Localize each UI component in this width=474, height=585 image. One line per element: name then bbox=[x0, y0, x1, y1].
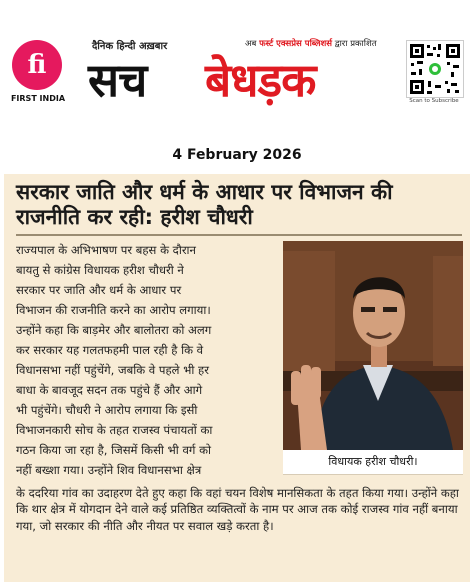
headline-divider bbox=[16, 234, 462, 236]
article-line: सरकार पर जाति और धर्म के आधार पर bbox=[16, 283, 182, 297]
newspaper-title-right: बेधड़क bbox=[205, 53, 316, 107]
article-line: भी पहुंचेंगे। चौधरी ने आरोप लगाया कि इसी bbox=[16, 403, 198, 417]
article-line: बायतु से कांग्रेस विधायक हरीश चौधरी ने bbox=[16, 263, 184, 277]
masthead bbox=[0, 0, 474, 140]
edition-date: 4 February 2026 bbox=[172, 147, 302, 163]
article-line: विभाजन की राजनीति करने का आरोप लगाया। bbox=[16, 303, 211, 317]
qr-code-icon bbox=[407, 41, 463, 97]
publisher-line bbox=[245, 38, 377, 49]
article-body-continued: के ददरिया गांव का उदाहरण देते हुए कहा कि वहां चयन विशेष मानसिकता के तहत किया गया। उन्होंने कहा कि थार क्षेत्र में योगदान देने वाले कई प्रतिष्ठित व्यक्तित्वों के नाम पर आज तक कोई राजस्व गांव नहीं बनाया गया, जो सरकार की नीति और नीयत पर सवाल खड़े करता है। bbox=[16, 486, 459, 533]
photo-caption: विधायक हरीश चौधरी। bbox=[283, 450, 463, 475]
article-line: विभाजनकारी सोच के तहत राजस्व पंचायतों का bbox=[16, 423, 213, 437]
article-headline: सरकार जाति और धर्म के आधार पर विभाजन की राजनीति कर रही: हरीश चौधरी bbox=[16, 180, 393, 229]
publisher-suffix: द्वारा प्रकाशित bbox=[334, 39, 377, 49]
article-line: राज्यपाल के अभिभाषण पर बहस के दौरान bbox=[16, 243, 196, 257]
newspaper-tagline: दैनिक हिन्दी अख़बार bbox=[92, 41, 168, 52]
publisher-name: फर्स्ट एक्सप्रेस पब्लिशर्स bbox=[259, 39, 333, 49]
publisher-prefix: अब bbox=[245, 39, 257, 49]
article-line: उन्होंने कहा कि बाड़मेर और बालोतरा को अलग bbox=[16, 323, 212, 337]
qr-code[interactable] bbox=[406, 40, 464, 98]
article-line: गठन किया जा रहा है, जिसमें किसी भी वर्ग को bbox=[16, 443, 212, 457]
person-photo-icon bbox=[283, 241, 463, 450]
qr-caption: Scan to Subscribe bbox=[409, 98, 459, 104]
article-line: बाधा के बावजूद सदन तक पहुंचे हैं और आगे bbox=[16, 383, 203, 397]
article-line: नहीं बख्शा गया। उन्होंने शिव विधानसभा क्षेत्र bbox=[16, 463, 202, 477]
article-line: कर सरकार यह गलतफहमी पाल रही है कि वे bbox=[16, 343, 204, 357]
first-india-logo[interactable]: fi bbox=[12, 40, 62, 90]
newspaper-title-left: सच bbox=[88, 53, 147, 107]
article-line: विधानसभा नहीं पहुंचेंगे, जबकि वे पहले भी हर bbox=[16, 363, 209, 377]
article-photo[interactable] bbox=[283, 241, 463, 450]
first-india-label: FIRST INDIA bbox=[10, 94, 66, 103]
